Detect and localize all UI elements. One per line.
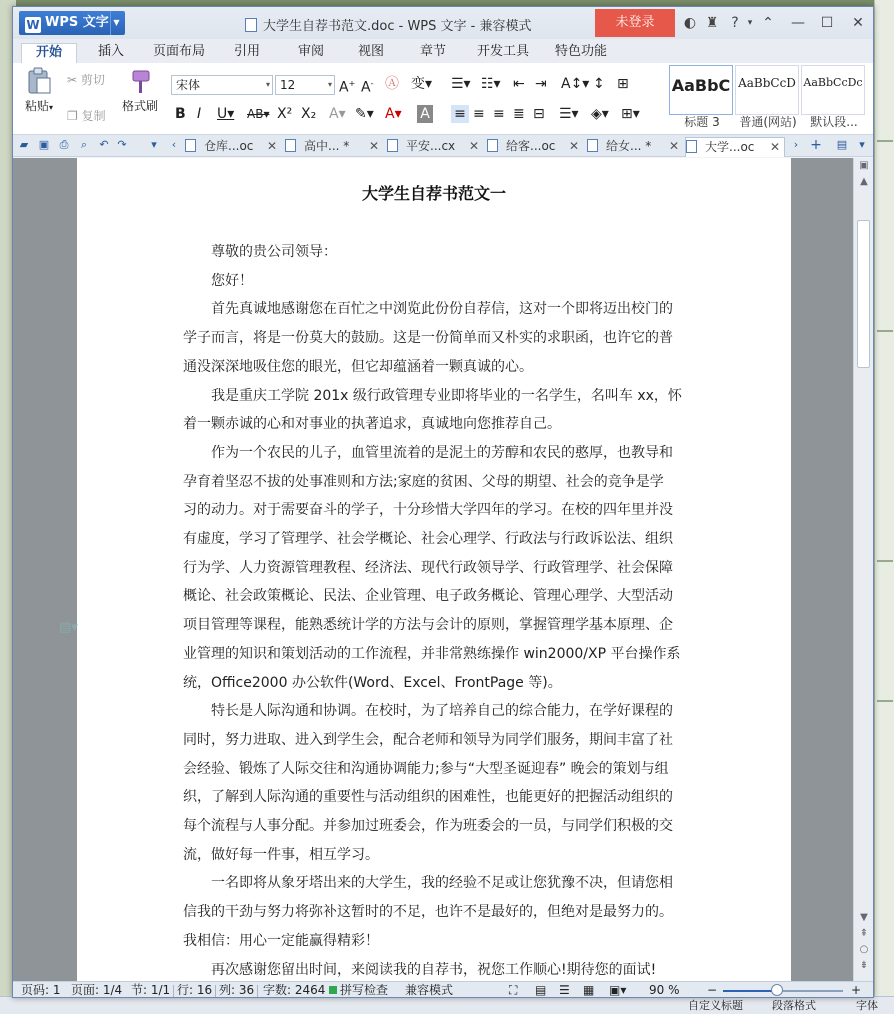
- style-default-paragraph[interactable]: AaBbCcDc 默认段...: [801, 65, 865, 115]
- document-line: 尊敬的贵公司领导：: [211, 244, 337, 260]
- document-line: 着一颗赤诚的心和对事业的执著追求，真诚地向您推荐自己。: [183, 416, 561, 433]
- document-line: 织，了解到人际沟通的重要性与活动组织的困难性，也能更好的把握活动组织的: [183, 789, 673, 806]
- justify-icon[interactable]: ≣: [513, 106, 525, 122]
- chinese-layout-icon[interactable]: A↕▾: [561, 76, 590, 92]
- print-icon[interactable]: ⎙: [59, 138, 69, 151]
- doc-tab-active[interactable]: 大学...oc ✕: [685, 137, 785, 157]
- chevron-down-icon[interactable]: ▼: [110, 11, 122, 35]
- next-page-icon[interactable]: ⇟: [859, 960, 869, 971]
- document-icon: [387, 139, 398, 152]
- document-line: 我相信：用心一定能赢得精彩！: [183, 932, 379, 949]
- scrollbar-thumb[interactable]: [857, 220, 870, 368]
- web-view-icon[interactable]: ▦: [583, 983, 595, 997]
- document-page[interactable]: [77, 158, 791, 981]
- decrease-indent-icon[interactable]: ⇤: [513, 76, 525, 92]
- document-icon: [686, 140, 697, 153]
- undo-icon[interactable]: ↶: [99, 138, 109, 151]
- tab-developer[interactable]: 开发工具: [476, 44, 529, 59]
- window-title: 大学生自荐书范文.doc - WPS 文字 - 兼容模式: [245, 15, 531, 34]
- document-line: 您好！: [211, 272, 253, 289]
- app-name: WPS 文字: [45, 15, 109, 30]
- document-icon: [285, 139, 296, 152]
- page-view-icon[interactable]: ▤: [535, 983, 547, 997]
- char-shading-icon[interactable]: A: [417, 105, 433, 123]
- tab-view[interactable]: 视图: [357, 44, 384, 59]
- document-icon: [245, 18, 257, 32]
- tab-scroll-left-icon[interactable]: ‹: [171, 138, 177, 151]
- tab-insert[interactable]: 插入: [97, 44, 124, 59]
- desktop-background-right: [874, 0, 894, 1014]
- zoom-slider-knob[interactable]: [771, 984, 783, 996]
- clipboard-icon: [26, 67, 52, 95]
- close-tab-icon[interactable]: ✕: [769, 140, 780, 154]
- font-color-icon[interactable]: A▾: [385, 106, 402, 122]
- text-effect-icon[interactable]: A▾: [329, 106, 346, 122]
- document-title: 大学生自荐书范文一: [361, 184, 506, 203]
- page-count[interactable]: 页面: 1/4: [71, 983, 123, 997]
- distributed-icon[interactable]: ⊟: [533, 106, 545, 122]
- spell-check-toggle[interactable]: 拼写检查: [329, 982, 388, 998]
- document-icon: [587, 139, 598, 152]
- tab-options-icon[interactable]: ▾: [859, 138, 865, 151]
- background-toolbar: [0, 996, 894, 1014]
- new-tab-icon[interactable]: +: [810, 137, 822, 153]
- document-line: 学子而言，将是一份莫大的鼓励。这是一份简单而又朴实的求职函，也许它的普: [183, 330, 673, 347]
- doc-tab[interactable]: 仓库...oc ✕: [185, 137, 281, 157]
- document-line: 项目管理等课程，能熟悉统计学的方法与会计的原则，掌握管理学基本原理、企: [183, 617, 673, 634]
- paragraph-format-button[interactable]: 段落格式: [772, 999, 816, 1012]
- document-line: 我是重庆工学院 201x 级行政管理专业即将毕业的一名学生，名叫车 xx，怀: [211, 387, 682, 404]
- phonetic-icon[interactable]: 变▾: [411, 76, 433, 92]
- doc-tab[interactable]: 高中... * ✕: [285, 137, 383, 157]
- paste-label: 粘贴: [24, 99, 49, 113]
- document-line: 每个流程与人事分配。并参加过班委会，作为班委会的一员，与同学们积极的交: [183, 818, 673, 835]
- align-center-icon[interactable]: ≡: [473, 106, 485, 122]
- close-tab-icon[interactable]: ✕: [468, 139, 479, 153]
- borders-icon[interactable]: ⊞▾: [621, 106, 640, 122]
- document-icon: [487, 139, 498, 152]
- menu-bar: [13, 39, 874, 63]
- tab-special-features[interactable]: 特色功能: [554, 44, 607, 59]
- minimize-icon[interactable]: —: [791, 15, 805, 31]
- doc-tab[interactable]: 给客...oc ✕: [487, 137, 583, 157]
- document-line: 一名即将从象牙塔出来的大学生，我的经验不足或让您犹豫不决，但请您相: [211, 875, 673, 892]
- document-body: [183, 238, 683, 984]
- document-line: 统，Office2000 办公软件(Word、Excel、FrontPage 等)。: [183, 674, 562, 691]
- clear-format-icon[interactable]: Ⓐ: [385, 76, 399, 92]
- document-line: 特长是人际沟通和协调。在校时，为了培养自己的综合能力，在学好课程的: [211, 703, 673, 720]
- copy-icon: ❐: [67, 109, 78, 123]
- document-line: 会经验、锻炼了人际交往和沟通协调能力;参与“大型圣诞迎春” 晚会的策划与组: [183, 760, 669, 777]
- font-name-select[interactable]: 宋体 ▾: [171, 75, 273, 95]
- strikethrough-icon[interactable]: AB▾: [247, 107, 270, 121]
- app-menu-button[interactable]: [19, 11, 125, 35]
- wps-logo-icon: W: [26, 18, 40, 32]
- format-painter-icon: [127, 67, 153, 95]
- document-line: 信我的干劲与努力将弥补这暂时的不足，也许不是最好的，但绝对是最努力的。: [183, 904, 673, 921]
- tab-home[interactable]: 开始: [21, 43, 77, 63]
- close-icon[interactable]: ✕: [852, 15, 864, 31]
- login-button[interactable]: 未登录: [595, 9, 675, 37]
- tab-page-layout[interactable]: 页面布局: [152, 44, 205, 59]
- sort-icon[interactable]: ↕: [593, 76, 605, 92]
- doc-tab[interactable]: 给女... * ✕: [587, 137, 683, 157]
- tab-review[interactable]: 审阅: [297, 44, 324, 59]
- shading-icon[interactable]: ◈▾: [591, 106, 609, 122]
- help-dropdown-icon[interactable]: ▾: [747, 18, 753, 28]
- compat-mode: 兼容模式: [405, 983, 454, 997]
- superscript-icon[interactable]: X²: [277, 106, 293, 122]
- align-left-icon[interactable]: ≡: [451, 105, 469, 123]
- line-spacing-icon[interactable]: ☰▾: [559, 106, 579, 122]
- open-folder-icon[interactable]: ▰: [19, 138, 29, 151]
- scroll-up-icon[interactable]: ▲: [860, 176, 868, 187]
- font-size-select[interactable]: 12 ▾: [275, 75, 335, 95]
- doc-tab[interactable]: 平安...cx ✕: [387, 137, 483, 157]
- section-indicator: 节: 1/1: [131, 983, 171, 997]
- document-line: 行为学、人力资源管理教程、经济法、现代行政领导学、行政管理学、社会保障: [183, 559, 673, 576]
- shirt-icon[interactable]: ♜: [705, 15, 719, 31]
- styles-gallery: [669, 65, 865, 131]
- format-painter-button[interactable]: [117, 67, 163, 114]
- document-line: 通没深深地吸住您的眼光，但它却蕴涵着一颗真诚的心。: [183, 358, 533, 375]
- ribbon: [13, 63, 874, 135]
- paragraph-marker-icon[interactable]: ▤▾: [59, 620, 78, 635]
- scroll-down-icon[interactable]: ▼: [860, 912, 868, 923]
- outline-view-icon[interactable]: ☰: [559, 983, 570, 997]
- zoom-level[interactable]: 90 %: [649, 983, 680, 997]
- style-heading-3[interactable]: AaBbC 标题 3: [669, 65, 733, 115]
- subscript-icon[interactable]: X₂: [301, 106, 317, 122]
- column-indicator: 列: 36: [219, 983, 255, 997]
- close-tab-icon[interactable]: ✕: [266, 139, 277, 153]
- zoom-slider[interactable]: [723, 990, 843, 992]
- document-line: 有虚度，学习了管理学、社会学概论、社会心理学、行政法与行政诉讼法、组织: [183, 531, 673, 548]
- font-button[interactable]: 字体: [856, 999, 878, 1012]
- page-number[interactable]: 页码: 1: [21, 983, 61, 997]
- skin-icon[interactable]: ◐: [683, 15, 697, 31]
- document-line: 业管理的知识和策划活动的工作流程，并非常熟练操作 win2000/XP 平台操作系: [183, 645, 681, 662]
- zoom-slider-fill: [723, 990, 777, 992]
- document-area: [13, 158, 874, 981]
- increase-indent-icon[interactable]: ⇥: [535, 76, 547, 92]
- numbered-list-icon[interactable]: ☷▾: [481, 76, 501, 92]
- split-view-icon[interactable]: ▣: [859, 160, 869, 171]
- full-screen-icon[interactable]: ⛶: [509, 983, 518, 997]
- zoom-in-icon[interactable]: +: [851, 983, 862, 997]
- underline-icon[interactable]: U▾: [217, 106, 235, 122]
- decrease-font-icon[interactable]: A-: [361, 79, 374, 96]
- browse-object-icon[interactable]: ○: [859, 944, 869, 955]
- highlight-icon[interactable]: ✎▾: [355, 106, 374, 122]
- document-line: 再次感谢您留出时间，来阅读我的自荐书，祝您工作顺心!期待您的面试!: [211, 961, 657, 978]
- tab-references[interactable]: 引用: [233, 44, 260, 59]
- format-painter-label: 格式刷: [121, 99, 158, 113]
- status-bar: [13, 981, 874, 998]
- reading-view-icon[interactable]: ▣▾: [609, 983, 627, 997]
- wps-window: [12, 6, 874, 998]
- print-preview-icon[interactable]: ⌕: [80, 138, 88, 151]
- check-status-icon: [329, 986, 337, 994]
- cut-button[interactable]: ✂ 剪切: [67, 73, 105, 87]
- title-bar: [13, 7, 874, 39]
- style-normal-web[interactable]: AaBbCcD 普通(网站): [735, 65, 799, 115]
- document-tab-bar: [13, 135, 874, 157]
- previous-page-icon[interactable]: ⇞: [859, 928, 869, 939]
- document-line: 同时，努力进取、进入到学生会，配合老师和领导为同学们服务，期间丰富了社: [183, 731, 673, 748]
- bullet-list-icon[interactable]: ☰▾: [451, 76, 471, 92]
- save-icon[interactable]: ▣: [38, 138, 50, 151]
- maximize-icon[interactable]: ☐: [820, 15, 834, 31]
- close-tab-icon[interactable]: ✕: [568, 139, 579, 153]
- document-line: 习的动力。对于需要奋斗的学子，十分珍惜大学四年的学习。在校的四年里并没: [183, 502, 673, 519]
- bold-icon[interactable]: B: [175, 106, 186, 122]
- close-tab-icon[interactable]: ✕: [368, 139, 379, 153]
- align-right-icon[interactable]: ≡: [493, 106, 505, 122]
- row-indicator: 行: 16: [177, 983, 213, 997]
- document-line: 概论、社会政策概论、民法、企业管理、电子政务概论、管理心理学、大型活动: [183, 588, 673, 605]
- copy-button[interactable]: ❐ 复制: [67, 109, 106, 123]
- tab-chapter[interactable]: 章节: [419, 44, 446, 59]
- tab-list-icon[interactable]: ▤: [836, 138, 848, 151]
- ribbon-collapse-icon[interactable]: ⌃: [762, 15, 774, 31]
- paste-button[interactable]: 粘贴▾: [19, 67, 59, 114]
- custom-title-button[interactable]: 自定义标题: [688, 999, 743, 1012]
- italic-icon[interactable]: I: [197, 106, 202, 122]
- scissors-icon: ✂: [67, 73, 78, 87]
- help-icon[interactable]: ?: [731, 15, 739, 31]
- quick-access-dropdown-icon[interactable]: ▾: [151, 138, 157, 151]
- vertical-scrollbar[interactable]: [853, 158, 873, 981]
- show-marks-icon[interactable]: ⊞: [617, 76, 629, 92]
- tab-scroll-right-icon[interactable]: ›: [793, 138, 799, 151]
- document-line: 孕育着坚忍不拔的处事准则和方法;家庭的贫困、父母的期望、社会的竞争是学: [183, 473, 664, 490]
- increase-font-icon[interactable]: A+: [339, 79, 356, 96]
- document-line: 作为一个农民的儿子，血管里流着的是泥土的芳醇和农民的憨厚，也教导和: [211, 444, 673, 461]
- zoom-out-icon[interactable]: −: [707, 983, 718, 997]
- redo-icon[interactable]: ↷: [117, 138, 127, 151]
- document-line: 流，做好每一件事，相互学习。: [183, 846, 379, 863]
- close-tab-icon[interactable]: ✕: [668, 139, 679, 153]
- document-icon: [185, 139, 196, 152]
- word-count[interactable]: 字数: 2464: [263, 983, 326, 997]
- document-line: 首先真诚地感谢您在百忙之中浏览此份份自荐信，这对一个即将迈出校门的: [211, 301, 673, 318]
